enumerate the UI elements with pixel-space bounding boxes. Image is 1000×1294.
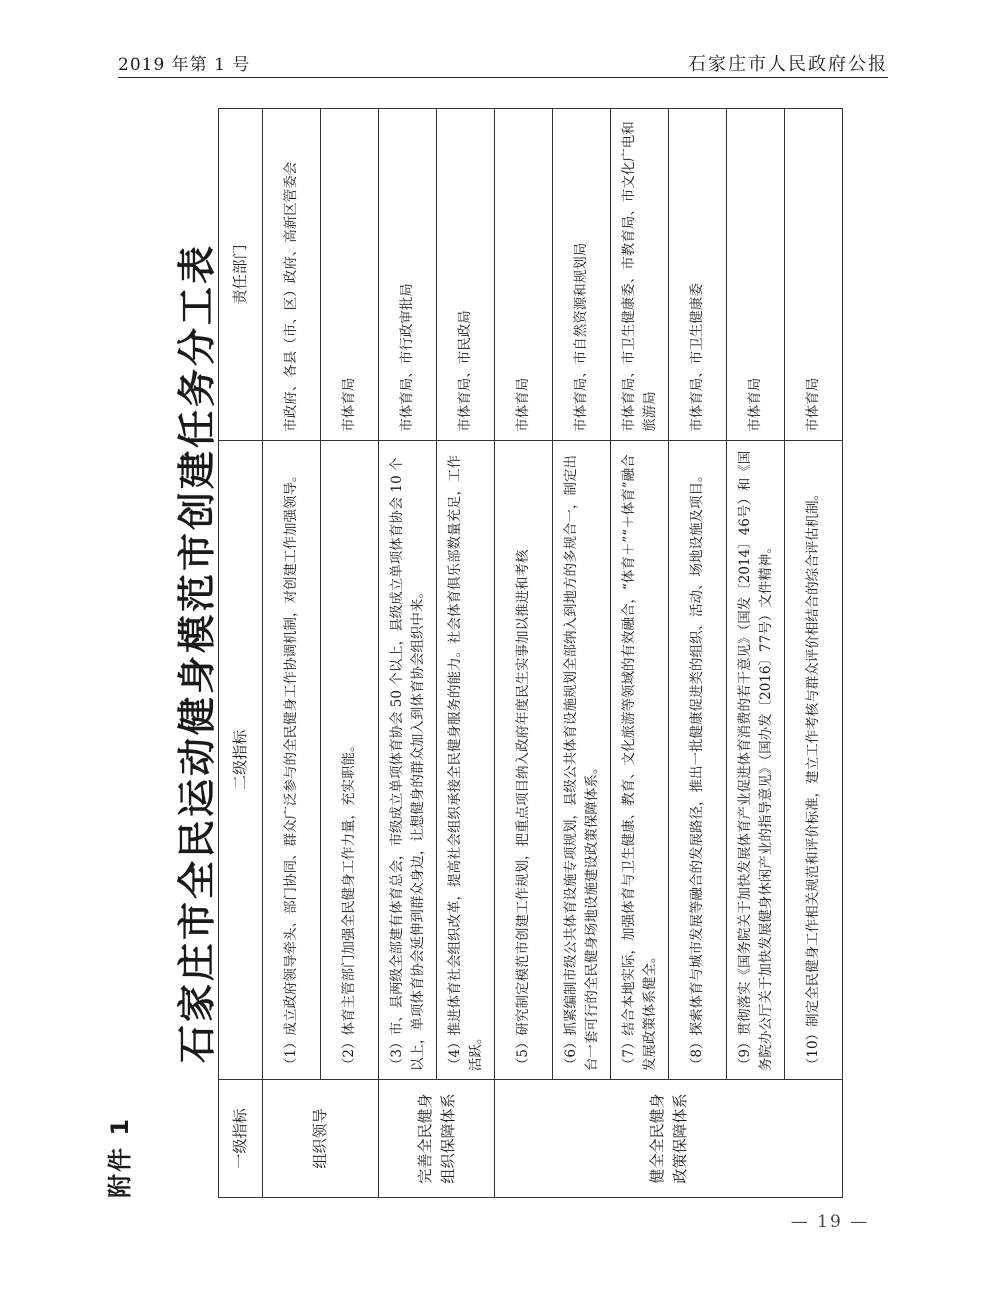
table-row: [495, 109, 553, 1198]
indicator-cell: （6）抓紧编制市级公共体育设施专项规划，县级公共体育设施规划全部纳入到地方的多规合一，制定出台一套可行的全民健身场地设施建设政策保障体系。: [553, 440, 611, 1079]
rotated-page-content: [90, 98, 890, 1208]
indicator-cell: （8）探索体育与城市发展等融合的发展路径，推出一批健康促进类的组织、活动、场地设施及项目。: [669, 440, 727, 1079]
table-row: [321, 109, 379, 1198]
annex-label: 附件 1: [106, 1116, 134, 1198]
table-row: [611, 109, 669, 1198]
table-row: [553, 109, 611, 1198]
dept-cell: 市体育局、市自然资源和规划局: [553, 109, 611, 441]
issue-number: 2019 年第 1 号: [118, 55, 251, 75]
table-row: [437, 109, 495, 1198]
table-row: [263, 109, 321, 1198]
page-header: [118, 48, 888, 78]
indicator-cell: （5）研究制定模范市创建工作规划，把重点项目纳入政府年度民生实事加以推进和考核: [495, 440, 553, 1079]
table-title: 石家庄市全民运动健身模范市创建任务分工表: [174, 243, 219, 1064]
indicator-cell: （9）贯彻落实《国务院关于加快发展体育产业促进体育消费的若干意见》（国发〔2014〕46号）和《国务院办公厅关于加快发展健身休闲产业的指导意见》（国办发〔2016〕77号）文件精神。: [727, 440, 785, 1079]
page-number: — 19 —: [790, 1212, 870, 1232]
dept-cell: 市体育局、市卫生健康委: [669, 109, 727, 441]
dept-cell: 市体育局: [727, 109, 785, 441]
column-header-dept: 责任部门: [219, 109, 263, 441]
table-header-row: [219, 109, 263, 1198]
indicator-cell: （10）制定全民健身工作相关规范和评价标准，建立工作考核与群众评价相结合的综合评估机制。: [785, 440, 843, 1079]
dept-cell: 市体育局: [495, 109, 553, 441]
dept-cell: 市体育局、市行政审批局: [379, 109, 437, 441]
indicator-cell: （2）体育主管部门加强全民健身工作力量，充实职能。: [321, 440, 379, 1079]
level1-cell: 组织领导: [263, 1080, 379, 1198]
journal-name: 石家庄市人民政府公报: [688, 54, 888, 75]
dept-cell: 市体育局、市卫生健康委、市教育局、市文化广电和旅游局: [611, 109, 669, 441]
table-row: [785, 109, 843, 1198]
dept-cell: 市政府、各县（市、区）政府、高新区管委会: [263, 109, 321, 441]
dept-cell: 市体育局: [785, 109, 843, 441]
dept-cell: 市体育局、市民政局: [437, 109, 495, 441]
task-table: [218, 108, 843, 1198]
column-header-level1: 一级指标: [219, 1080, 263, 1198]
column-header-level2: 二级指标: [219, 440, 263, 1079]
level1-cell: 健全全民健身政策保障体系: [495, 1080, 843, 1198]
indicator-cell: （1）成立政府领导牵头、部门协同、群众广泛参与的全民健身工作协调机制，对创建工作加强领导。: [263, 440, 321, 1079]
indicator-cell: （3）市、县两级全部建有体育总会，市级成立单项体育协会 50 个以上，县级成立单项体育协会 10 个以上，单项体育协会延伸到群众身边，让想健身的群众加入到体育协会组织中来。: [379, 440, 437, 1079]
header-rule: [118, 77, 888, 78]
level1-cell: 完善全民健身组织保障体系: [379, 1080, 495, 1198]
table-row: [669, 109, 727, 1198]
dept-cell: 市体育局: [321, 109, 379, 441]
table-row: [727, 109, 785, 1198]
indicator-cell: （4）推进体育社会组织改革，提高社会组织承接全民健身服务的能力。社会体育俱乐部数量充足，工作活跃。: [437, 440, 495, 1079]
indicator-cell: （7）结合本地实际，加强体育与卫生健康、教育、文化旅游等领域的有效融合，“体育＋”“＋体育”融合发展政策体系健全。: [611, 440, 669, 1079]
table-row: [379, 109, 437, 1198]
